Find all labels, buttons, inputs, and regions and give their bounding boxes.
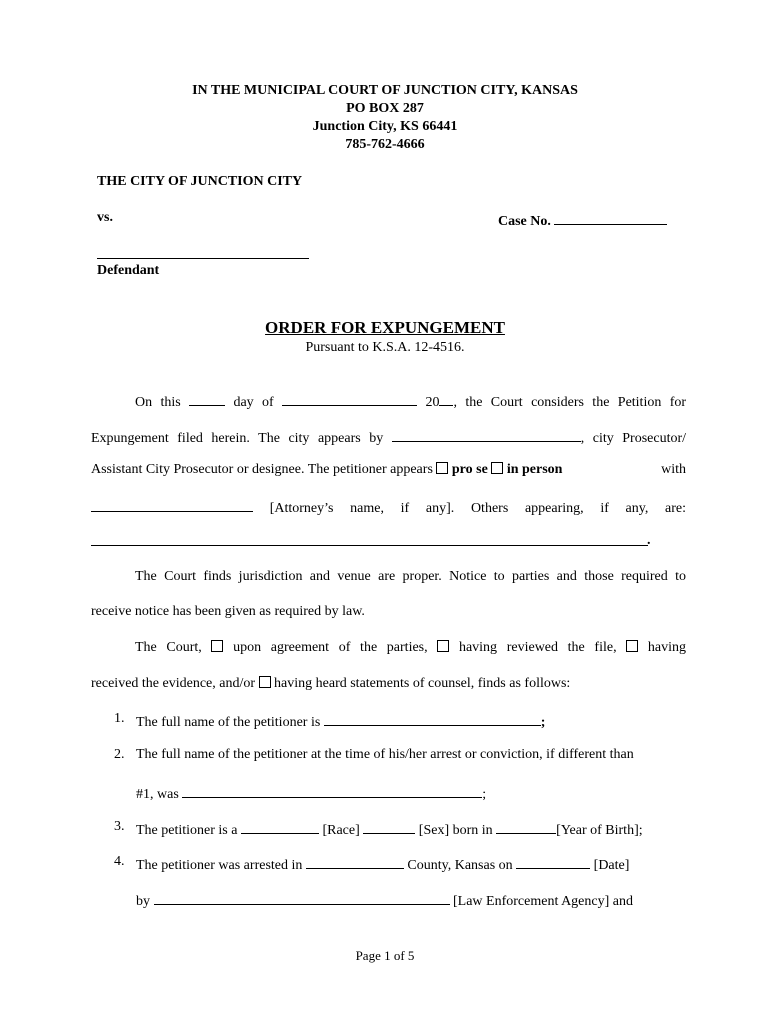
court-city-state: Junction City, KS 66441 (312, 119, 458, 134)
day-blank[interactable] (189, 391, 225, 406)
case-number-blank[interactable] (554, 210, 667, 225)
day-of-text: day of (233, 395, 274, 410)
court-name: IN THE MUNICIPAL COURT OF JUNCTION CITY, KANSAS (192, 83, 578, 98)
attorney-name-blank[interactable] (91, 497, 253, 512)
case-number (498, 210, 667, 230)
month-blank[interactable] (282, 391, 417, 406)
race-label: [Race] (322, 823, 360, 838)
reviewed-file-label: having reviewed the file, (458, 640, 617, 655)
agreement-label: upon agreement of the parties, (233, 640, 428, 655)
item-4 (136, 854, 629, 874)
others-appearing-blank[interactable] (91, 545, 648, 546)
considers-text: , the Court considers the Petition for (453, 395, 687, 410)
item-3-number: 3. (114, 819, 125, 834)
para1-line3 (91, 462, 686, 478)
having-text: having (647, 640, 687, 655)
para1-line2 (91, 427, 686, 447)
para1-line1 (135, 391, 686, 411)
in-person-label: in person (506, 462, 563, 477)
agency-label: [Law Enforcement Agency] and (453, 894, 633, 909)
year-prefix: 20 (425, 395, 440, 410)
para3-line1 (135, 640, 686, 656)
on-this-text: On this (135, 395, 181, 410)
para1-line4 (91, 497, 686, 517)
versus-label: vs. (97, 210, 113, 225)
heard-statements-label: having heard statements of counsel, finds as follows: (274, 676, 571, 691)
pro-se-label: pro se (451, 462, 488, 477)
page-number: Page 1 of 5 (355, 948, 415, 963)
item-3 (136, 819, 643, 839)
birth-year-blank[interactable] (496, 819, 556, 834)
item-1-text: The full name of the petitioner is (136, 715, 321, 730)
received-evidence-checkbox[interactable] (626, 640, 638, 652)
para3-line2 (91, 676, 570, 692)
county-label: County, Kansas on (407, 858, 513, 873)
heard-statements-checkbox[interactable] (259, 676, 271, 688)
agency-blank[interactable] (154, 890, 450, 905)
item-1-end: ; (540, 715, 546, 730)
petitioner-name-blank[interactable] (324, 711, 541, 726)
others-appearing-text: Others appearing, if any, are: (470, 501, 687, 516)
in-person-checkbox[interactable] (491, 462, 503, 474)
item-3-text: The petitioner is a (136, 823, 238, 838)
by-text: by (136, 894, 150, 909)
race-blank[interactable] (241, 819, 319, 834)
para2-line2: receive notice has been given as required by law. (91, 604, 365, 619)
pro-se-checkbox[interactable] (436, 462, 448, 474)
arrest-name-blank[interactable] (182, 783, 482, 798)
item-4-by (136, 890, 633, 910)
court-phone: 785-762-4666 (345, 137, 425, 152)
others-period: . (647, 533, 651, 548)
item-2-was-text: #1, was (136, 787, 179, 802)
expungement-filed-text: Expungement filed herein. The city appears by (91, 431, 384, 446)
sex-label: [Sex] born in (418, 823, 493, 838)
item-2-end: ; (482, 787, 487, 802)
agreement-checkbox[interactable] (211, 640, 223, 652)
birth-year-label: [Year of Birth]; (556, 823, 643, 838)
year-blank[interactable] (439, 391, 453, 406)
received-evidence-label: received the evidence, and/or (91, 676, 256, 691)
case-number-label: Case No. (498, 214, 551, 229)
sex-blank[interactable] (363, 819, 415, 834)
with-text: with (661, 462, 686, 477)
item-2-cont (136, 783, 486, 803)
county-blank[interactable] (306, 854, 404, 869)
item-1 (136, 711, 545, 731)
item-4-number: 4. (114, 854, 125, 869)
item-4-text: The petitioner was arrested in (136, 858, 303, 873)
city-attorney-blank[interactable] (392, 427, 581, 442)
city-prosecutor-text: , city Prosecutor/ (580, 431, 687, 446)
arrest-date-label: [Date] (593, 858, 630, 873)
court-po-box: PO BOX 287 (346, 101, 424, 116)
defendant-label: Defendant (97, 263, 160, 278)
para2-line1: The Court finds jurisdiction and venue are proper. Notice to parties and those required to (135, 569, 686, 584)
the-court-text: The Court, (135, 640, 202, 655)
item-1-number: 1. (114, 711, 125, 726)
attorney-label: [Attorney’s name, if any]. (269, 501, 455, 516)
reviewed-file-checkbox[interactable] (437, 640, 449, 652)
arrest-date-blank[interactable] (516, 854, 590, 869)
item-2-number: 2. (114, 747, 125, 762)
plaintiff-name: THE CITY OF JUNCTION CITY (97, 174, 303, 189)
defendant-name-line[interactable] (97, 258, 309, 259)
order-title: ORDER FOR EXPUNGEMENT (265, 318, 505, 337)
order-subtitle: Pursuant to K.S.A. 12-4516. (305, 340, 465, 355)
petitioner-appears-text: Assistant City Prosecutor or designee. The petitioner appears (91, 462, 433, 477)
item-2-text: The full name of the petitioner at the time of his/her arrest or conviction, if different than (136, 747, 634, 762)
